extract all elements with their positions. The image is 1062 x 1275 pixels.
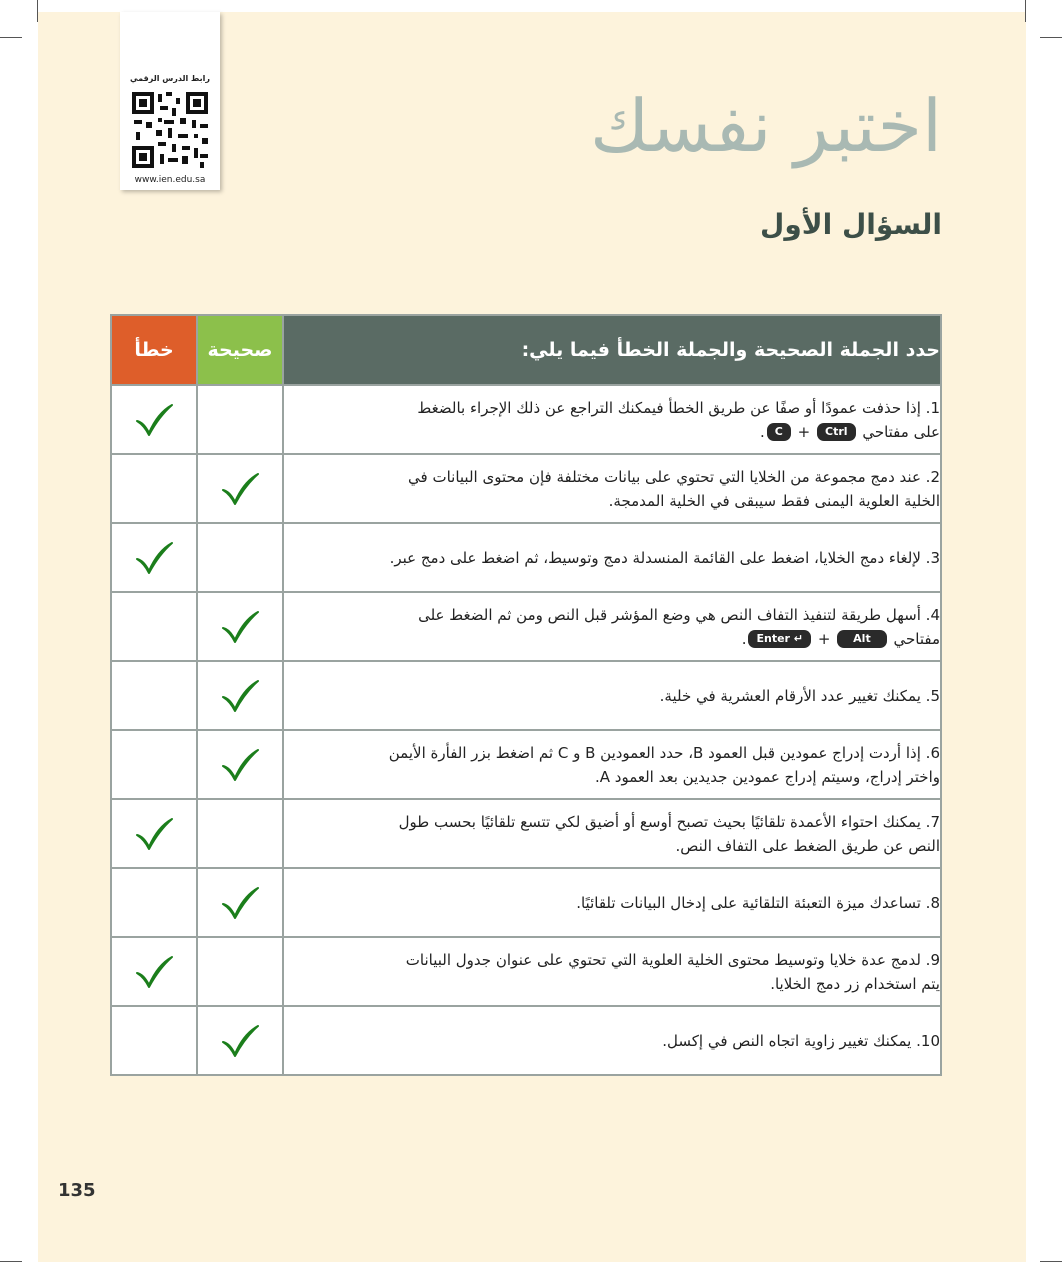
crop-mark <box>1025 0 1026 22</box>
statement-end: . <box>760 422 765 441</box>
false-answer-cell[interactable] <box>111 730 197 799</box>
false-answer-cell[interactable] <box>111 799 197 868</box>
statement-text: الخلية العلوية اليمنى فقط سيبقى في الخلية المدمجة. <box>608 491 940 510</box>
statement-text: تساعدك ميزة التعبئة التلقائية على إدخال البيانات تلقائيًا. <box>576 893 921 912</box>
enter-key: Enter ↵ <box>748 630 811 648</box>
true-answer-cell[interactable] <box>197 592 283 661</box>
statement-text: واختر إدراج، وسيتم إدراج عمودين جديدين بعد العمود A. <box>594 767 940 786</box>
false-answer-cell[interactable] <box>111 592 197 661</box>
plus-sign: + <box>797 422 811 441</box>
table-row <box>111 661 941 730</box>
true-answer-cell[interactable] <box>197 937 283 1006</box>
check-icon <box>220 678 260 714</box>
table-row <box>111 385 941 454</box>
false-answer-cell[interactable] <box>111 385 197 454</box>
c-key: C <box>767 423 791 441</box>
true-answer-cell[interactable] <box>197 523 283 592</box>
plus-sign: + <box>817 629 831 648</box>
true-answer-cell[interactable] <box>197 799 283 868</box>
statement-text: أسهل طريقة لتنفيذ التفاف النص هي وضع المؤشر قبل النص ومن ثم الضغط على <box>418 605 921 624</box>
false-answer-cell[interactable] <box>111 661 197 730</box>
statement-number: 10. <box>916 1031 940 1050</box>
check-icon <box>134 402 174 438</box>
true-answer-cell[interactable] <box>197 385 283 454</box>
statement-text: يمكنك احتواء الأعمدة تلقائيًا بحيث تصبح أوسع أو أضيق لكي تتسع تلقائيًا بحسب طول <box>398 812 921 831</box>
statement-cell <box>283 868 941 937</box>
qr-code-icon[interactable] <box>130 90 210 170</box>
check-icon <box>134 816 174 852</box>
false-answer-cell[interactable] <box>111 937 197 1006</box>
table-row <box>111 730 941 799</box>
statement-column-header: حدد الجملة الصحيحة والجملة الخطأ فيما يلي: <box>283 315 941 385</box>
false-answer-cell[interactable] <box>111 523 197 592</box>
crop-mark <box>0 1261 22 1262</box>
table-row <box>111 523 941 592</box>
statement-number: 2. <box>925 467 940 486</box>
page-title: اختبر نفسك <box>590 84 942 168</box>
false-answer-cell[interactable] <box>111 868 197 937</box>
statement-text: إذا أردت إدراج عمودين قبل العمود B، حدد العمودين B و C ثم اضغط بزر الفأرة الأيمن <box>388 743 921 762</box>
qr-label: رابط الدرس الرقمي <box>130 74 210 83</box>
false-answer-cell[interactable] <box>111 1006 197 1075</box>
crop-mark <box>1040 1261 1062 1262</box>
check-icon <box>220 885 260 921</box>
statement-text: يمكنك تغيير زاوية اتجاه النص في إكسل. <box>662 1031 912 1050</box>
true-answer-cell[interactable] <box>197 454 283 523</box>
statement-end: . <box>741 629 747 648</box>
true-answer-cell[interactable] <box>197 1006 283 1075</box>
statement-text: النص عن طريق الضغط على التفاف النص. <box>675 836 940 855</box>
qr-card[interactable] <box>120 12 220 190</box>
table-row <box>111 799 941 868</box>
false-answer-cell[interactable] <box>111 454 197 523</box>
statement-number: 1. <box>925 398 940 417</box>
table-row <box>111 454 941 523</box>
statement-cell <box>283 937 941 1006</box>
crop-mark <box>1040 37 1062 38</box>
table-row <box>111 868 941 937</box>
statement-number: 3. <box>925 548 940 567</box>
table-row <box>111 1006 941 1075</box>
statement-text: لإلغاء دمج الخلايا، اضغط على القائمة المنسدلة دمج وتوسيط، ثم اضغط على دمج عبر. <box>389 548 921 567</box>
question-heading: السؤال الأول <box>760 208 942 241</box>
statement-number: 5. <box>925 686 940 705</box>
table-row <box>111 937 941 1006</box>
check-icon <box>220 609 260 645</box>
statement-text: على مفتاحي <box>862 422 940 441</box>
check-icon <box>134 540 174 576</box>
true-answer-cell[interactable] <box>197 868 283 937</box>
statement-text: لدمج عدة خلايا وتوسيط محتوى الخلية العلوية التي تحتوي على عنوان جدول البيانات <box>405 950 921 969</box>
crop-mark <box>0 37 22 38</box>
statement-text: إذا حذفت عمودًا أو صفًا عن طريق الخطأ فيمكنك التراجع عن ذلك الإجراء بالضغط <box>417 398 921 417</box>
statement-cell <box>283 454 941 523</box>
crop-mark <box>37 0 38 22</box>
statement-text: يتم استخدام زر دمج الخلايا. <box>770 974 940 993</box>
true-answer-cell[interactable] <box>197 730 283 799</box>
page-number: 135 <box>58 1180 96 1201</box>
statement-cell <box>283 592 941 661</box>
statement-cell <box>283 661 941 730</box>
true-false-table <box>110 314 942 1076</box>
alt-key: Alt <box>837 630 887 648</box>
statement-cell <box>283 1006 941 1075</box>
table-header-row <box>111 315 941 385</box>
statement-number: 7. <box>925 812 940 831</box>
statement-text: عند دمج مجموعة من الخلايا التي تحتوي على بيانات مختلفة فإن محتوى البيانات في <box>408 467 921 486</box>
ctrl-key: Ctrl <box>817 423 856 441</box>
false-column-header: خطأ <box>111 315 197 385</box>
statement-cell <box>283 523 941 592</box>
statement-number: 8. <box>925 893 940 912</box>
check-icon <box>220 747 260 783</box>
statement-cell <box>283 730 941 799</box>
statement-number: 9. <box>925 950 940 969</box>
statement-number: 6. <box>925 743 940 762</box>
check-icon <box>134 954 174 990</box>
true-column-header: صحيحة <box>197 315 283 385</box>
qr-url[interactable]: www.ien.edu.sa <box>134 175 206 185</box>
statement-cell <box>283 385 941 454</box>
check-icon <box>220 1023 260 1059</box>
statement-cell <box>283 799 941 868</box>
check-icon <box>220 471 260 507</box>
table-row <box>111 592 941 661</box>
true-answer-cell[interactable] <box>197 661 283 730</box>
statement-number: 4. <box>925 605 940 624</box>
statement-text: يمكنك تغيير عدد الأرقام العشرية في خلية. <box>659 686 921 705</box>
statement-text: مفتاحي <box>893 629 940 648</box>
